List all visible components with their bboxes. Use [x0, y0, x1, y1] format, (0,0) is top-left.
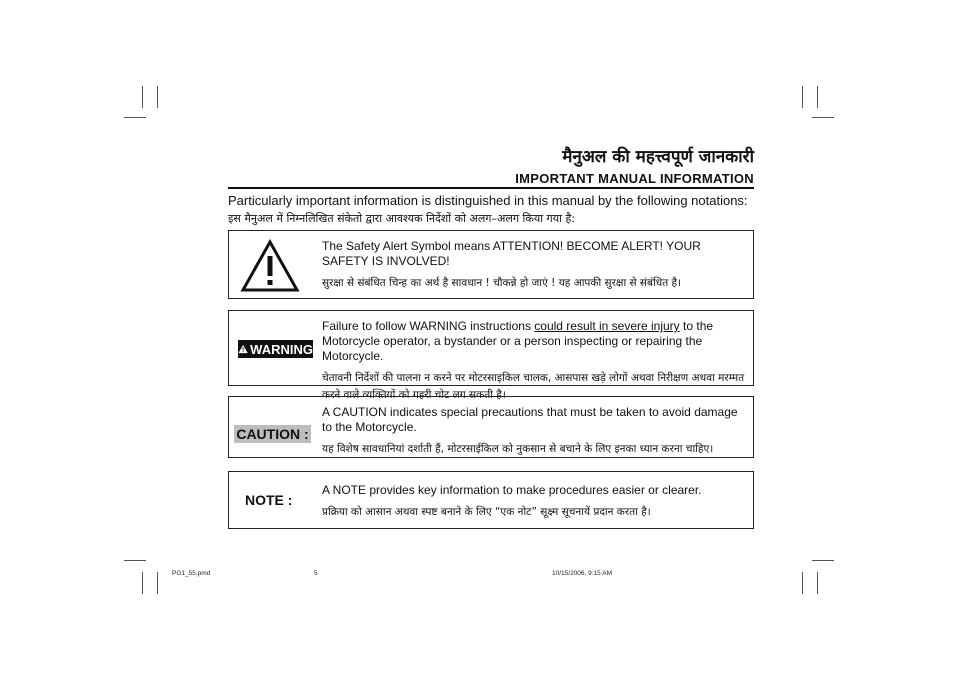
note-english: A NOTE provides key information to make procedures easier or clearer.	[322, 483, 702, 497]
caution-box	[228, 396, 754, 458]
note-label: NOTE :	[245, 492, 293, 508]
safety-alert-box	[228, 230, 754, 299]
note-hindi: प्रक्रिया को आसान अथवा स्पष्ट बनाने के लिए “एक नोट” सूक्ष्म सूचनायें प्रदान करता है।	[322, 506, 651, 518]
intro-english: Particularly important information is distinguished in this manual by the following notations:	[228, 193, 748, 208]
caution-english: A CAUTION indicates special precautions that must be taken to avoid damage to the Motorcycle.	[322, 405, 738, 434]
footer-page-number: 5	[314, 570, 318, 577]
safety-hindi: सुरक्षा से संबंधित चिन्ह का अर्थ है सावधान ! चौकन्ने हो जाएं ! यह आपकी सुरक्षा से संबंधित है।	[322, 277, 682, 289]
warning-badge	[238, 340, 313, 358]
page-title: IMPORTANT MANUAL INFORMATION	[515, 171, 754, 186]
footer-filename: PG1_55.pmd	[172, 570, 211, 577]
warning-hindi: चेतावनी निर्देशों की पालना न करने पर मोटरसाइकिल चालक, आसपास खड़े लोगों अथवा निरीक्षण अथवा मरम्मत करने वाले व्यक्तियों को गहरी चोट लग सकती है।	[322, 372, 745, 401]
footer-timestamp: 10/15/2006, 9:15 AM	[552, 570, 612, 577]
safety-english: The Safety Alert Symbol means ATTENTION! BECOME ALERT! YOUR SAFETY IS INVOLVED!	[322, 239, 701, 268]
caution-badge: CAUTION :	[234, 425, 311, 443]
warning-english: Failure to follow WARNING instructions could result in severe injury to the Motorcycle operator, a bystander or a person inspecting or repairing the Motorcycle.	[322, 319, 714, 363]
warning-triangle-icon	[240, 239, 300, 293]
caution-hindi: यह विशेष सावधानियां दर्शाती हैं, मोटरसाईकिल को नुकसान से बचाने के लिए इनका ध्यान करना चाहिए।	[322, 443, 714, 455]
warning-box	[228, 310, 754, 401]
warning-small-icon	[238, 344, 248, 354]
note-box	[228, 471, 754, 529]
page-title-hindi: मैनुअल की महत्त्वपूर्ण जानकारी	[562, 147, 754, 167]
intro-hindi: इस मैनुअल में निम्नलिखित संकेतो द्वारा आवश्यक निर्देशों को अलग–अलग किया गया है:	[228, 212, 576, 225]
warning-label: WARNING	[250, 341, 313, 357]
warning-emphasis: could result in severe injury	[534, 319, 680, 333]
title-divider	[228, 187, 754, 189]
